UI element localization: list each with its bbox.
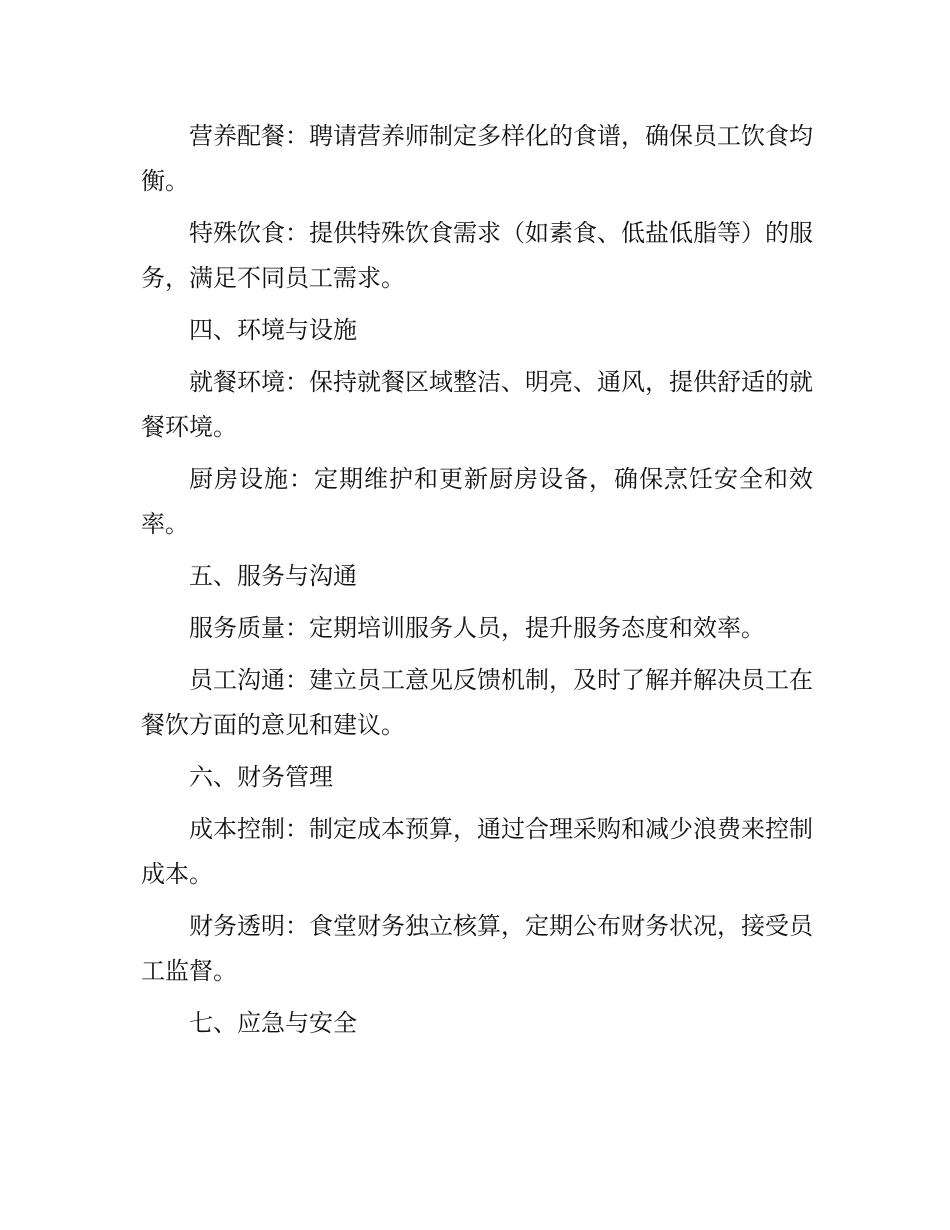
paragraph-financial-transparency: 财务透明：食堂财务独立核算，定期公布财务状况，接受员工监督。 [141,912,813,985]
paragraph-dining-environment: 就餐环境：保持就餐区域整洁、明亮、通风，提供舒适的就餐环境。 [141,368,813,441]
paragraph-special-diet: 特殊饮食：提供特殊饮食需求（如素食、低盐低脂等）的服务，满足不同员工需求。 [141,219,813,292]
document-page [141,114,813,1053]
paragraph-cost-control: 成本控制：制定成本预算，通过合理采购和减少浪费来控制成本。 [141,815,813,888]
section-heading-emergency-safety: 七、应急与安全 [189,1009,357,1037]
paragraph-nutrition-catering: 营养配餐：聘请营养师制定多样化的食谱，确保员工饮食均衡。 [141,122,813,195]
section-heading-service-communication: 五、服务与沟通 [189,562,357,590]
section-heading-environment-facilities: 四、环境与设施 [189,316,357,344]
paragraph-service-quality: 服务质量：定期培训服务人员，提升服务态度和效率。 [189,614,765,642]
section-heading-financial-management: 六、财务管理 [189,763,333,791]
paragraph-kitchen-facilities: 厨房设施：定期维护和更新厨房设备，确保烹饪安全和效率。 [141,465,813,538]
paragraph-employee-communication: 员工沟通：建立员工意见反馈机制，及时了解并解决员工在餐饮方面的意见和建议。 [141,666,813,739]
